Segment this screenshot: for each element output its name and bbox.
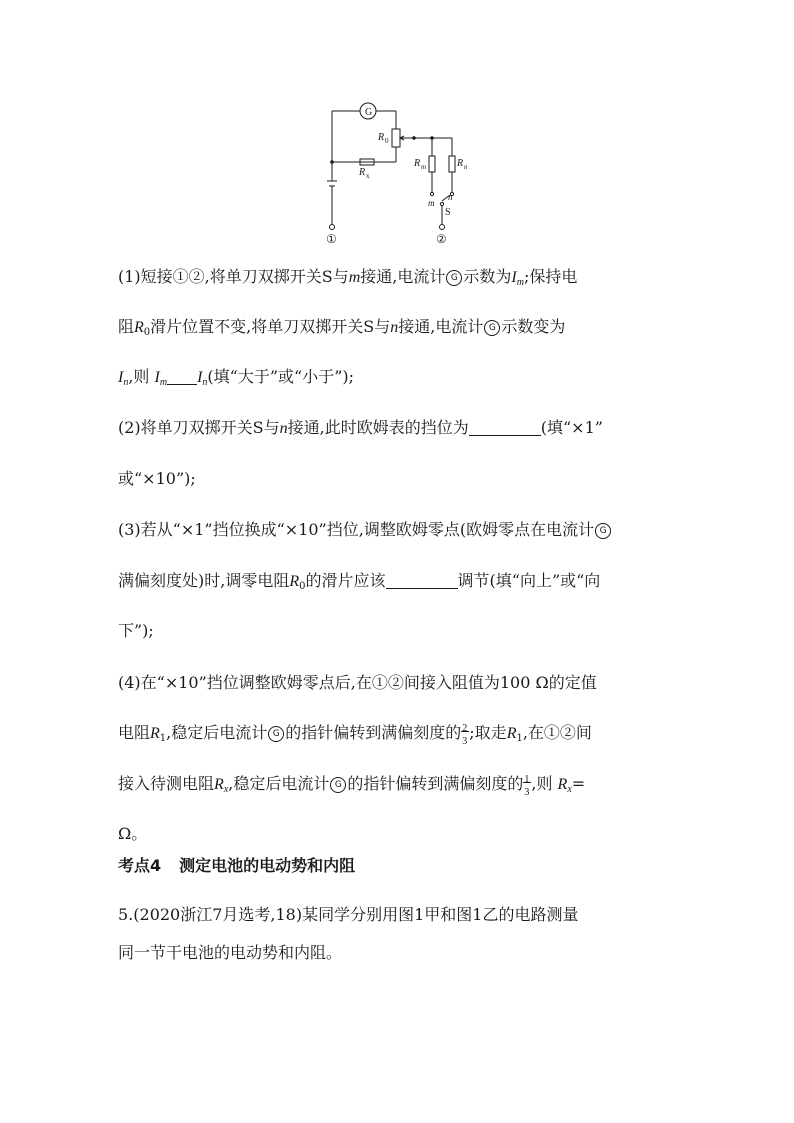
circuit-diagram bbox=[318, 96, 488, 248]
m-terminal-label: m bbox=[428, 198, 435, 208]
q3-line-2: 满偏刻度处)时,调零电阻$R_0$的滑片应该 调节(填“向上”或“向 bbox=[118, 571, 601, 592]
q2-line-1: (2)将单刀双掷开关S与n接通,此时欧姆表的挡位为 (填“×1” bbox=[118, 418, 603, 437]
switch-label: S bbox=[445, 207, 451, 218]
section-heading: 考点4 测定电池的电动势和内阻 bbox=[118, 856, 356, 875]
fraction-two-thirds: 2 3 bbox=[462, 723, 468, 747]
n-terminal-label: n bbox=[448, 192, 453, 202]
rn-sub: n bbox=[464, 163, 468, 171]
answer-blank-2[interactable] bbox=[469, 419, 541, 436]
answer-blank-1[interactable] bbox=[167, 368, 197, 385]
fraction-one-third: 1 3 bbox=[524, 774, 530, 798]
terminal-2-label: ② bbox=[436, 232, 447, 246]
galvanometer-label: G bbox=[365, 107, 373, 118]
rn-label: R bbox=[457, 158, 464, 169]
q5-line-2: 同一节干电池的电动势和内阻。 bbox=[118, 943, 343, 962]
galvanometer-icon: G bbox=[595, 523, 611, 539]
q1-line-1: (1)短接①②,将单刀双掷开关S与m接通,电流计 G 示数为$I_m$;保持电 bbox=[118, 267, 578, 288]
q3-line-1: (3)若从“×1”挡位换成“×10”挡位,调整欧姆零点(欧姆零点在电流计 G bbox=[118, 518, 678, 542]
rx-label: R bbox=[359, 167, 366, 178]
q5-line-1: 5.(2020浙江7月选考,18)某同学分别用图1甲和图1乙的电路测量 bbox=[118, 905, 579, 924]
galvanometer-icon: G bbox=[330, 777, 346, 793]
q1-line-2: 阻$R_0$滑片位置不变,将单刀双掷开关S与n接通,电流计 G 示数变为 bbox=[118, 317, 566, 338]
rm-label: R bbox=[414, 158, 421, 169]
q4-line-4: Ω。 bbox=[118, 824, 148, 843]
r0-label: R bbox=[378, 132, 385, 143]
q3-line-3: 下”); bbox=[118, 621, 154, 640]
galvanometer-icon: G bbox=[268, 726, 284, 742]
r0-sub: 0 bbox=[385, 137, 389, 145]
terminal-1-label: ① bbox=[326, 232, 337, 246]
q1-line-3: $I_n$,则 $I_m$ $I_n$(填“大于”或“小于”); bbox=[118, 367, 355, 388]
galvanometer-icon: G bbox=[446, 270, 462, 286]
q2-line-2: 或“×10”); bbox=[118, 469, 196, 488]
rx-sub: x bbox=[366, 172, 370, 180]
answer-blank-3[interactable] bbox=[386, 572, 458, 589]
galvanometer-icon: G bbox=[484, 320, 500, 336]
q4-line-2: 电阻$R_1$,稳定后电流计 G 的指针偏转到满偏刻度的 2 3 ;取走$R_1$,在①②间 bbox=[118, 723, 592, 747]
rm-sub: m bbox=[421, 163, 427, 171]
q4-line-1: (4)在“×10”挡位调整欧姆零点后,在①②间接入阻值为100 Ω的定值 bbox=[118, 673, 597, 692]
q4-line-3: 接入待测电阻$R_x$,稳定后电流计 G 的指针偏转到满偏刻度的 1 3 ,则 $R_x=$ bbox=[118, 774, 586, 798]
